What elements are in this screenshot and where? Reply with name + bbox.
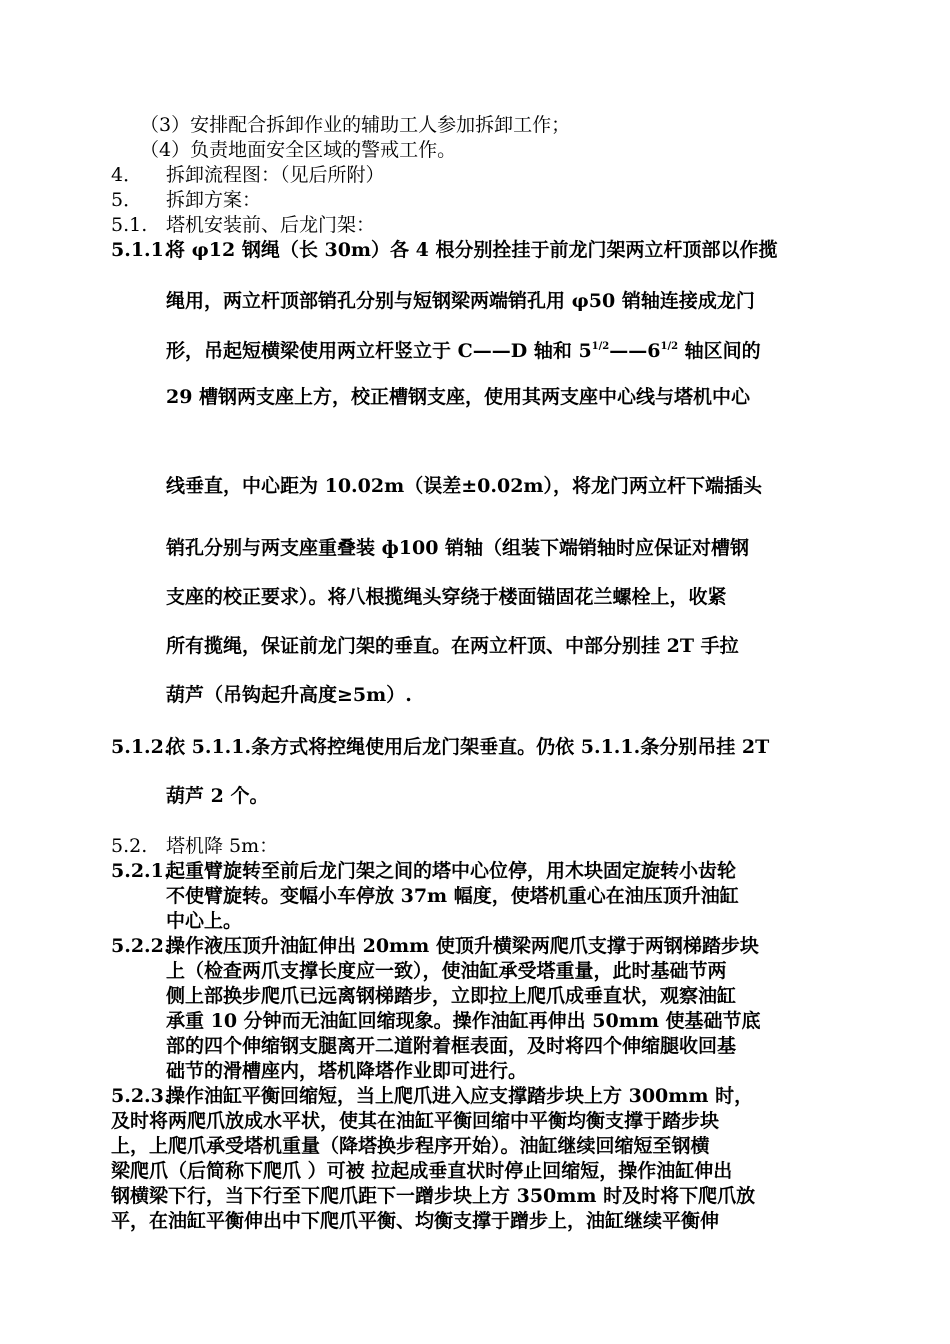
section-5-1-1-line-2: 绳用，两立杆顶部销孔分别与短钢梁两端销孔用 φ50 销轴连接成龙门 (166, 290, 755, 312)
section-5-2-3-line-3: 上，上爬爪承受塔机重量（降塔换步程序开始）。油缸继续回缩短至钢横 (111, 1135, 710, 1157)
section-5-2-1-number: 5.2.1. (111, 860, 171, 882)
section-5-1-2-number: 5.1.2. (111, 736, 171, 758)
section-5-1-1-line-9: 葫芦（吊钩起升高度≥5m）. (166, 684, 412, 706)
section-5-1-1-line-5: 线垂直，中心距为 10.02m（误差±0.02m），将龙门两立杆下端插头 (166, 475, 763, 497)
section-5-1-1-line-1: 将 φ12 钢绳（长 30m）各 4 根分别拴挂于前龙门架两立杆顶部以作揽 (166, 239, 778, 261)
section-5-2-1-line-2: 不使臂旋转。变幅小车停放 37m 幅度，使塔机重心在油压顶升油缸 (166, 885, 739, 907)
line-3-part-c: 轴区间的 (678, 340, 761, 362)
section-5-heading: 拆卸方案： (166, 189, 262, 211)
section-5-2-2-line-2: 上（检查两爪支撑长度应一致），使油缸承受塔重量，此时基础节两 (166, 960, 727, 982)
section-5-2-2-line-1: 操作液压顶升油缸伸出 20mm 使顶升横梁两爬爪支撑于两钢梯踏步块 (166, 935, 759, 957)
section-5-2-2-line-4: 承重 10 分钟而无油缸回缩现象。操作油缸再伸出 50mm 使基础节底 (166, 1010, 761, 1032)
section-5-2-heading: 塔机降 5m： (166, 835, 279, 857)
section-5-2-3-line-2: 及时将两爬爪放成水平状，使其在油缸平衡回缩中平衡均衡支撑于踏步块 (111, 1110, 720, 1132)
section-5-1-1-line-7: 支座的校正要求）。将八根揽绳头穿绕于楼面锚固花兰螺栓上，收紧 (166, 586, 727, 608)
line-3-part-a: 形，吊起短横梁使用两立杆竖立于 C——D 轴和 5 (166, 340, 592, 362)
fraction-superscript: 1/2 (591, 341, 610, 352)
section-5-2-3-number: 5.2.3. (111, 1085, 171, 1107)
section-5-1-1-line-4: 29 槽钢两支座上方，校正槽钢支座，使用其两支座中心线与塔机中心 (166, 386, 751, 408)
section-5-2-2-number: 5.2.2. (111, 935, 171, 957)
section-5-2-2-line-5: 部的四个伸缩钢支腿离开二道附着框表面，及时将四个伸缩腿收回基 (166, 1035, 737, 1057)
section-5-2-3-line-6: 平，在油缸平衡伸出中下爬爪平衡、均衡支撑于蹭步上，油缸继续平衡伸 (111, 1210, 720, 1232)
section-5-2-3-line-1: 操作油缸平衡回缩短，当上爬爪进入应支撑踏步块上方 300mm 时， (166, 1085, 754, 1107)
section-5-1-number: 5.1. (111, 214, 148, 236)
section-5-2-number: 5.2. (111, 835, 148, 857)
section-5-1-2-line-1: 依 5.1.1.条方式将控绳使用后龙门架垂直。仍依 5.1.1.条分别吊挂 2T (166, 736, 770, 758)
section-5-1-heading: 塔机安装前、后龙门架： (166, 214, 376, 236)
section-5-2-2-line-3: 侧上部换步爬爪已远离钢梯踏步，立即拉上爬爪成垂直状，观察油缸 (166, 985, 737, 1007)
fraction-superscript: 1/2 (660, 341, 679, 352)
section-4-heading: 拆卸流程图：（见后所附） (166, 164, 385, 186)
section-5-2-1-line-1: 起重臂旋转至前后龙门架之间的塔中心位停，用木块固定旋转小齿轮 (166, 860, 737, 882)
line-3-part-b: ——6 (609, 340, 661, 362)
section-5-2-3-line-4: 梁爬爪（后简称下爬爪 ）可被 拉起成垂直状时停止回缩短，操作油缸伸出 (111, 1160, 733, 1182)
section-5-2-1-line-3: 中心上。 (166, 910, 243, 932)
section-5-number: 5． (111, 189, 143, 211)
section-5-1-1-line-8: 所有揽绳，保证前龙门架的垂直。在两立杆顶、中部分别挂 2T 手拉 (166, 635, 739, 657)
list-item-4: （4）负责地面安全区域的警戒工作。 (140, 139, 457, 161)
section-5-1-2-line-2: 葫芦 2 个。 (166, 785, 269, 807)
section-5-1-1-line-3 (166, 342, 761, 361)
section-5-1-1-number: 5.1.1. (111, 239, 171, 261)
section-5-2-2-line-6: 础节的滑槽座内，塔机降塔作业即可进行。 (166, 1060, 528, 1082)
section-5-1-1-line-6: 销孔分别与两支座重叠装 ф100 销轴（组装下端销轴时应保证对槽钢 (166, 537, 750, 559)
list-item-3: （3）安排配合拆卸作业的辅助工人参加拆卸工作； (140, 114, 571, 136)
section-5-2-3-line-5: 钢横梁下行，当下行至下爬爪距下一蹭步块上方 350mm 时及时将下爬爪放 (111, 1185, 756, 1207)
section-4-number: 4． (111, 164, 143, 186)
